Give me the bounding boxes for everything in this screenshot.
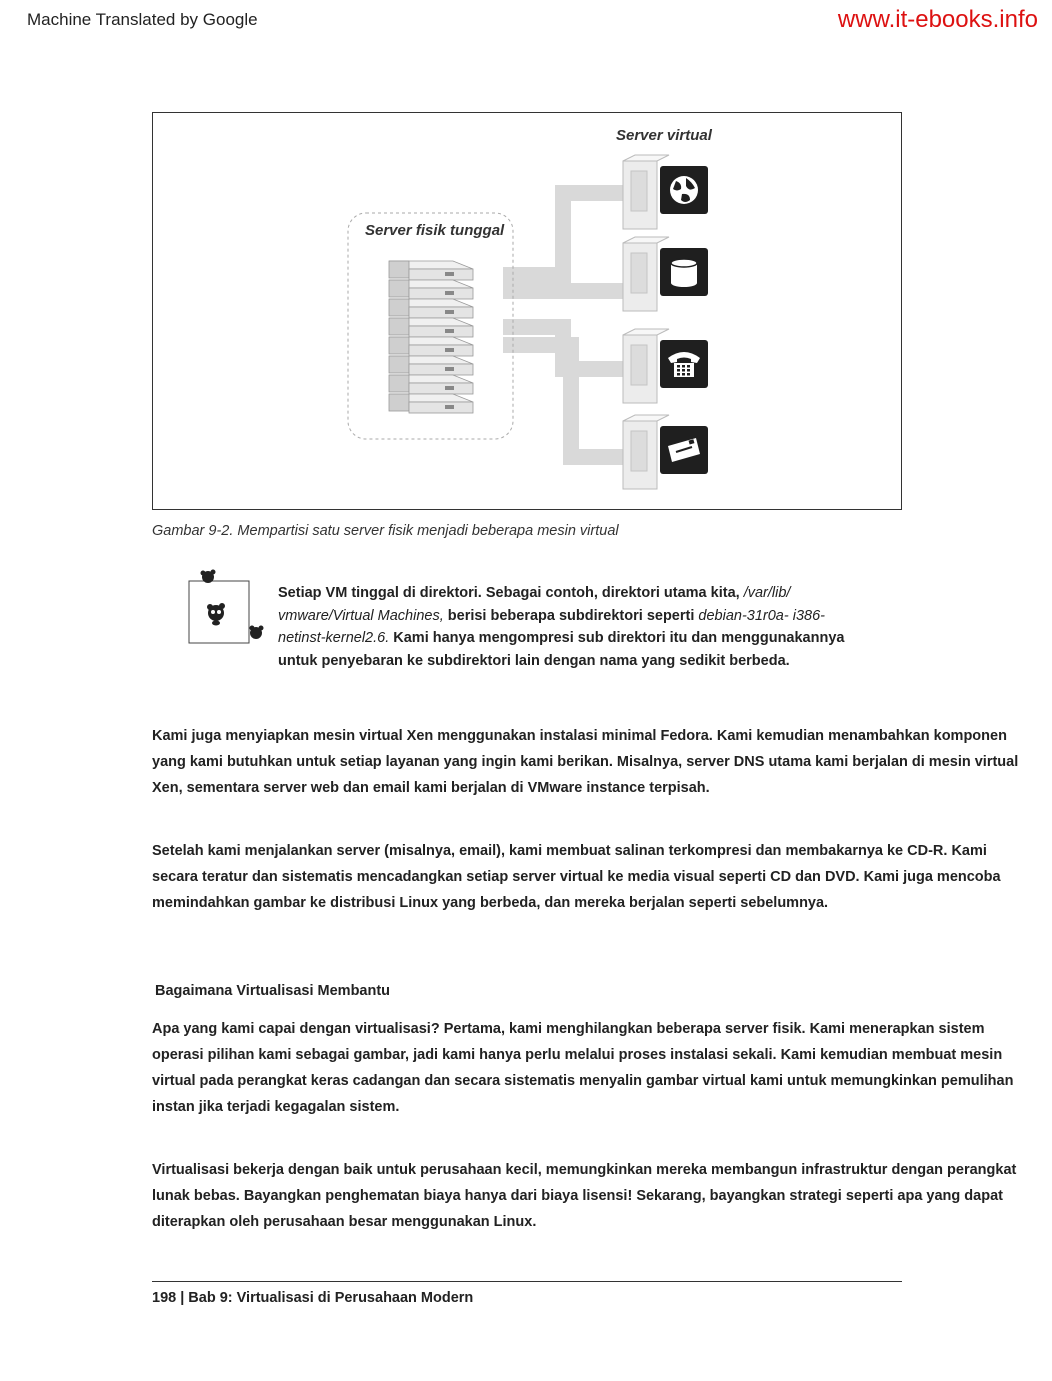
note-text-part: berisi beberapa subdirektori seperti [443,607,699,624]
rack-server-stack [389,261,473,413]
globe-icon [660,166,708,214]
virtual-server [623,237,708,311]
page-footer: 198 | Bab 9: Virtualisasi di Perusahaan Modern [152,1290,474,1306]
owl-note-icon [186,565,270,649]
note-text [278,582,858,672]
machine-translated-label: Machine Translated by Google [27,10,258,29]
rack-unit [389,394,473,413]
rack-unit [389,337,473,356]
rack-unit [389,299,473,318]
label-server-virtual: Server virtual [616,127,712,144]
source-link[interactable]: www.it-ebooks.info [837,6,1038,33]
note-text-part: Kami hanya mengompresi sub direktori itu dan menggunakannya untuk penyebaran ke subdirektori lain dengan nama yang sedikit berbeda. [278,630,845,669]
rack-unit [389,261,473,280]
figure-virtualization [152,112,902,510]
connector-line [503,193,623,275]
rack-unit [389,280,473,299]
footer-divider [152,1281,902,1282]
virtual-server [623,329,708,403]
virtual-server [623,415,708,489]
rack-unit [389,318,473,337]
telephone-icon [660,340,708,388]
label-server-fisik: Server fisik tunggal [365,222,505,239]
note-path-main-dir: /var/lib/ vmware/Virtual Machines, [278,585,791,624]
virtual-server-list [623,155,708,489]
database-icon [660,248,708,296]
paragraph-achievements: Apa yang kami capai dengan virtualisasi? Pertama, kami menghilangkan beberapa server fisik. Kami menerapkan sistem operasi pilihan kami sebagai gambar, jadi kami hanya perlu melalui proses instalasi sekali. Kami kemudian membuat mesin virtual pada perangkat keras cadangan dan secara sistematis menyalin gambar virtual kami untuk memungkinkan pemulihan instan jika terjadi kegagalan sistem. [152,1021,1014,1115]
paragraph-xen-setup: Kami juga menyiapkan mesin virtual Xen menggunakan instalasi minimal Fedora. Kami kemudian menambahkan komponen yang kami butuhkan untuk setiap layanan yang ingin kami berikan. Misalnya, server DNS utama kami berjalan di mesin virtual Xen, sementara server web dan email kami berjalan di VMware instance terpisah. [152,728,1019,796]
rack-unit [389,356,473,375]
figure-caption: Gambar 9-2. Mempartisi satu server fisik menjadi beberapa mesin virtual [152,523,619,539]
virtual-server [623,155,708,229]
note-path-subdir: debian-31r0a- i386-netinst-kernel2.6. [278,607,825,646]
section-heading: Bagaimana Virtualisasi Membantu [155,983,391,999]
partition-diagram [153,113,903,511]
paragraph-backup: Setelah kami menjalankan server (misalnya, email), kami membuat salinan terkompresi dan membakarnya ke CD-R. Kami secara teratur dan sistematis mencadangkan setiap server virtual ke media visual seperti CD dan DVD. Kami juga mencoba memindahkan gambar ke distribusi Linux yang berbeda, dan mereka berjalan seperti sebelumnya. [152,843,1001,911]
email-icon [660,426,708,474]
paragraph-small-business: Virtualisasi bekerja dengan baik untuk perusahaan kecil, memungkinkan mereka membangun infrastruktur dengan perangkat lunak bebas. Bayangkan penghematan biaya hanya dari biaya lisensi! Sekarang, bayangkan strategi seperti apa yang dapat diterapkan oleh perusahaan besar menggunakan Linux. [152,1162,1017,1230]
note-text-part: Setiap VM tinggal di direktori. Sebagai contoh, direktori utama kita, [278,585,744,601]
rack-unit [389,375,473,394]
